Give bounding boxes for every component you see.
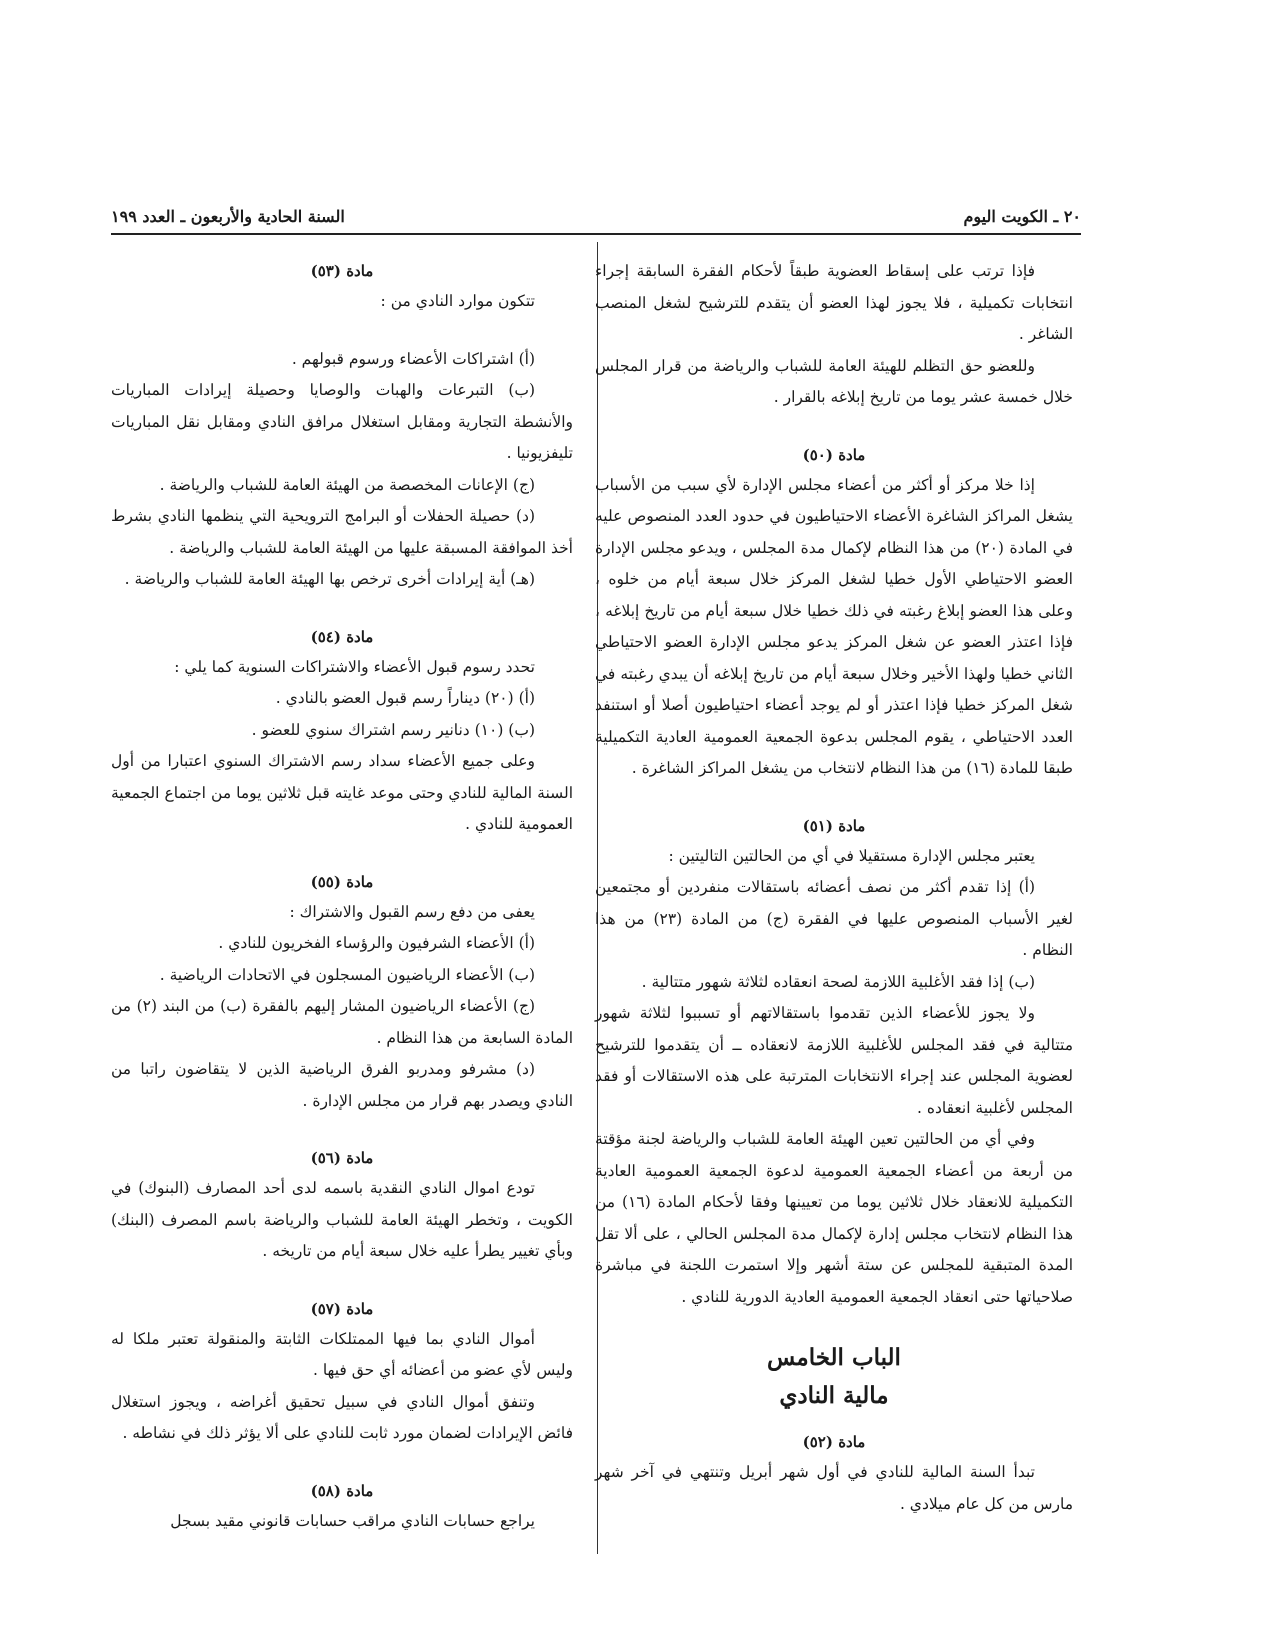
article-54-intro: تحدد رسوم قبول الأعضاء والاشتراكات السنوية كما يلي : <box>174 657 535 676</box>
article-57-title: مادة (٥٧) <box>310 1299 374 1318</box>
article-58-text: يراجع حسابات النادي مراقب حسابات قانوني مقيد بسجل <box>170 1511 535 1530</box>
right-column <box>595 256 1073 1520</box>
article-55-item-a: (أ) الأعضاء الشرفيون والرؤساء الفخريون للنادي . <box>218 934 535 952</box>
article-53-item-d: (د) حصيلة الحفلات أو البرامج الترويحية التي ينظمها النادي بشرط أخذ الموافقة المسبقة عليها من الهيئة العامة للشباب والرياضة . <box>111 507 573 557</box>
article-51-item-a: (أ) إذا تقدم أكثر من نصف أعضائه باستقالات منفردين أو مجتمعين لغير الأسباب المنصوص عليها في الفقرة (ج) من المادة (٢٣) من هذا النظام . <box>595 878 1073 959</box>
chapter-subtitle: مالية النادي <box>779 1382 889 1409</box>
article-51-intro: يعتبر مجلس الإدارة مستقيلا في أي من الحالتين التاليتين : <box>668 846 1035 865</box>
article-51-item-b: (ب) إذا فقد الأغلبية اللازمة لصحة انعقاده لثلاثة شهور متتالية . <box>641 972 1035 991</box>
article-52-title: مادة (٥٢) <box>802 1433 866 1451</box>
article-54-item-b: (ب) (١٠) دنانير رسم اشتراك سنوي للعضو . <box>251 720 535 739</box>
left-column <box>111 256 573 1537</box>
article-57-paragraph: أموال النادي بما فيها الممتلكات الثابتة والمنقولة تعتبر ملكا له وليس لأي عضو من أعضائه أي حق فيها . <box>111 1329 573 1379</box>
page-header <box>111 206 1081 236</box>
article-55-item-b: (ب) الأعضاء الرياضيون المسجلون في الاتحادات الرياضية . <box>159 965 535 984</box>
issue-info: السنة الحادية والأربعون ـ العدد ١٩٩ <box>111 207 345 226</box>
header-rule <box>111 233 1081 235</box>
article-53-item-c: (ج) الإعانات المخصصة من الهيئة العامة للشباب والرياضة . <box>159 475 535 494</box>
paragraph: فإذا ترتب على إسقاط العضوية طبقاً لأحكام الفقرة السابقة إجراء انتخابات تكميلية ، فلا يجوز لهذا العضو أن يتقدم للترشيح لشغل المنصب الشاغر . <box>595 262 1073 343</box>
chapter-title: الباب الخامس <box>767 1344 901 1371</box>
article-51-paragraph: وفي أي من الحالتين تعين الهيئة العامة للشباب والرياضة لجنة مؤقتة من أربعة من أعضاء الجمعية العمومية لدعوة الجمعية العمومية العادية التكميلية للانعقاد خلال ثلاثين يوما من تعيينها وفقا لأحكام المادة (١٦) من هذا النظام لانتخاب مجلس إدارة لإكمال مدة المجلس الحالي ، على ألا تقل المدة المتبقية للمجلس عن ستة أشهر وإلا استمرت اللجنة في مباشرة صلاحياتها حتى انعقاد الجمعية العمومية العادية الدورية للنادي . <box>595 1130 1073 1306</box>
article-54-paragraph: وعلى جميع الأعضاء سداد رسم الاشتراك السنوي اعتبارا من أول السنة المالية للنادي وحتى موعد غايته قبل ثلاثين يوما من اجتماع الجمعية العمومية للنادي . <box>111 752 573 833</box>
article-58-title: مادة (٥٨) <box>310 1481 374 1500</box>
article-56-text: تودع اموال النادي النقدية باسمه لدى أحد المصارف (البنوك) في الكويت ، وتخطر الهيئة العامة للشباب والرياضة باسم المصرف (البنك) وبأي تغيير يطرأ عليه خلال سبعة أيام من تاريخه . <box>111 1179 573 1260</box>
article-53-item-b: (ب) التبرعات والهبات والوصايا وحصيلة إيرادات المباريات والأنشطة التجارية ومقابل استغلال مرافق النادي ومقابل نقل المباريات تليفزيونيا . <box>111 381 573 462</box>
article-53-item-e: (هـ) أية إيرادات أخرى ترخص بها الهيئة العامة للشباب والرياضة . <box>124 570 535 588</box>
article-50-title: مادة (٥٠) <box>802 445 866 464</box>
article-53-intro: تتكون موارد النادي من : <box>380 292 535 310</box>
article-50-text: إذا خلا مركز أو أكثر من أعضاء مجلس الإدارة لأي سبب من الأسباب يشغل المراكز الشاغرة الأعضاء الاحتياطيون في حدود العدد المنصوص عليه في المادة (٢٠) من هذا النظام لإكمال مدة المجلس ، ويدعو مجلس الإدارة العضو الاحتياطي الأول خطيا لشغل المركز خلال سبعة أيام من خلوه ، وعلى هذا العضو إبلاغ رغبته في ذلك خطيا خلال سبعة أيام من تاريخ إبلاغه ، فإذا اعتذر العضو عن شغل المركز يدعو مجلس الإدارة العضو الاحتياطي الثاني خطيا ولهذا الأخير وخلال سبعة أيام من تاريخ إبلاغه أن يبدي رغبته في شغل المركز خطيا فإذا اعتذر أو لم يوجد أعضاء احتياطيون أصلا أو استنفد العدد الاحتياطي ، يقوم المجلس بدعوة الجمعية العمومية العادية التكميلية طبقا للمادة (١٦) من هذا النظام لانتخاب من يشغل المراكز الشاغرة . <box>595 475 1073 777</box>
page-title: ٢٠ ـ الكويت اليوم <box>963 207 1081 226</box>
article-55-item-d: (د) مشرفو ومدربو الفرق الرياضية الذين لا يتقاضون راتبا من النادي ويصدر بهم قرار من مجلس الإدارة . <box>111 1060 573 1110</box>
article-54-item-a: (أ) (٢٠) ديناراً رسم قبول العضو بالنادي . <box>275 689 535 707</box>
article-55-title: مادة (٥٥) <box>310 872 374 891</box>
article-51-paragraph: ولا يجوز للأعضاء الذين تقدموا باستقالاتهم أو تسببوا لثلاثة شهور متتالية في فقد المجلس للأغلبية اللازمة لانعقاده ــ أن يتقدموا للترشيح لعضوية المجلس عند إجراء الانتخابات المترتبة على هذه الاستقالات أو فقد المجلس لأغلبية انعقاده . <box>595 1004 1073 1117</box>
article-54-title: مادة (٥٤) <box>310 627 374 646</box>
paragraph: وللعضو حق التظلم للهيئة العامة للشباب والرياضة من قرار المجلس خلال خمسة عشر يوما من تاريخ إبلاغه بالقرار . <box>595 356 1073 406</box>
article-53-item-a: (أ) اشتراكات الأعضاء ورسوم قبولهم . <box>291 349 535 368</box>
article-57-paragraph: وتنفق أموال النادي في سبيل تحقيق أغراضه ، ويجوز استغلال فائض الإيرادات لضمان مورد ثابت للنادي على ألا يؤثر ذلك في نشاطه . <box>111 1392 573 1442</box>
article-52-text: تبدأ السنة المالية للنادي في أول شهر أبريل وتنتهي في آخر شهر مارس من كل عام ميلادي . <box>595 1463 1073 1513</box>
article-51-title: مادة (٥١) <box>802 816 866 835</box>
article-55-intro: يعفى من دفع رسم القبول والاشتراك : <box>289 902 535 921</box>
article-55-item-c: (ج) الأعضاء الرياضيون المشار إليهم بالفقرة (ب) من البند (٢) من المادة السابعة من هذا النظام . <box>111 997 573 1047</box>
article-56-title: مادة (٥٦) <box>310 1149 374 1167</box>
article-53-title: مادة (٥٣) <box>310 262 374 280</box>
